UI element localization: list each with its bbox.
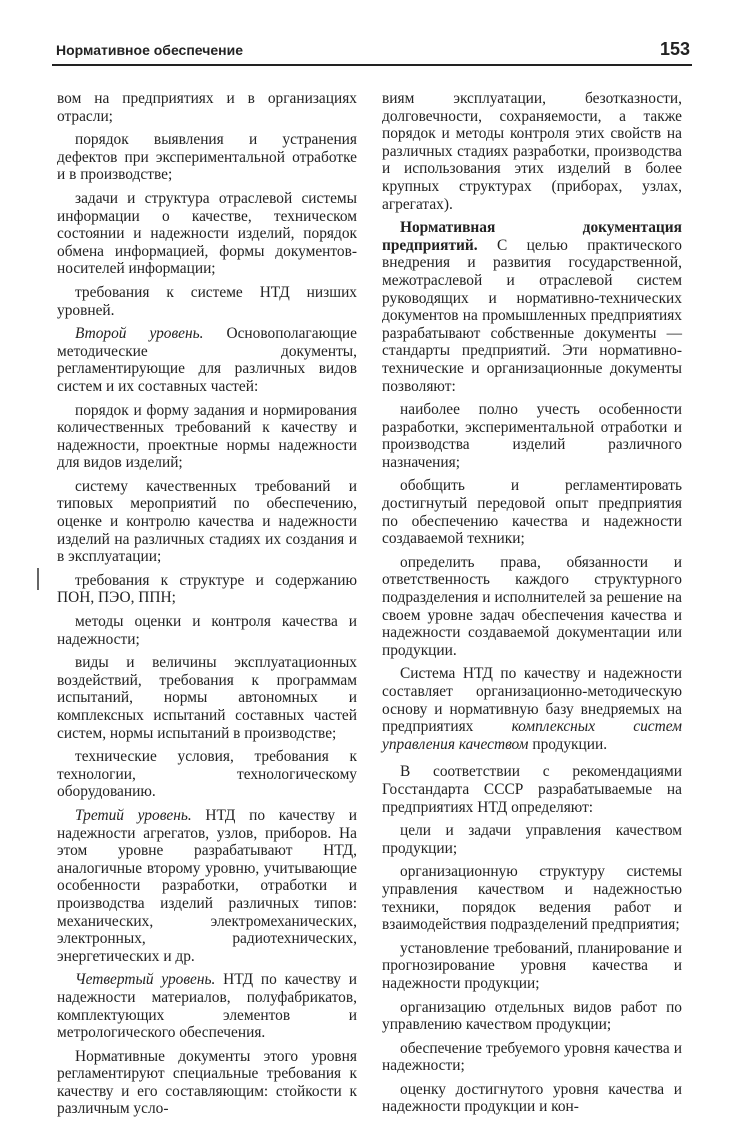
list-item: систему качественных требований и типовых мероприятий по обеспечению, оценке и контролю качества и надежности изделий на различных стадиях их создания и в эксплуатации; [57,477,357,566]
right-column [382,90,682,1122]
paragraph [57,971,357,1041]
emphasis-term: комплексных систем управления качеством [382,718,682,753]
list-item: задачи и структура отраслевой системы информации о качестве, техническом состоянии и надежности изделий, порядок обмена информацией, формы документов-носителей информации; [57,189,357,278]
paragraph [57,807,357,965]
paragraph [57,325,357,395]
paragraph-text: Основополагающие методические документы, регламентирующие для различных видов систем и их составных частей: [57,325,357,395]
level-heading: Третий уровень. [75,806,192,824]
paragraph-text: продукции. [528,735,608,753]
section-heading: Нормативная документация предприятий. [382,219,682,254]
list-item: требования к структуре и содержанию ПОН, ПЭО, ППН; [57,571,357,607]
running-header [52,34,692,66]
list-item: требования к системе НТД низших уровней. [57,283,357,319]
list-item: порядок и форму задания и нормирования количественных требований к качеству и надежности, проектные нормы надежности для видов изделий; [57,401,357,472]
paragraph-text: С целью практического внедрения и развития государственной, межотраслевой и отраслевой систем руководящих и нормативно-технических документов на промышленных предприятиях разрабатывают собственные документы — стандарты предприятий. Эти нормативно-технические и организационные документы позволяют: [382,236,682,395]
list-item: цели и задачи управления качеством продукции; [382,822,682,857]
paragraph-text: НТД по качеству и надежности агрегатов, узлов, приборов. На этом уровне разрабатывают НТД, аналогичные второму уровню, учитывающие особенности разработки, отработки и производства изделий различных типов: механических, электромеханических, электронных, радиотехнических, энергетических и др. [57,806,358,965]
list-item: порядок выявления и устранения дефектов при экспериментальной отработке и в производстве; [57,131,357,184]
paragraph: Нормативные документы этого уровня регламентируют специальные требования к качеству и его составляющим: стойкости к различным усло- [57,1047,357,1118]
paragraph [382,665,682,753]
list-item: оценку достигнутого уровня качества и надежности продукции и кон- [382,1080,682,1116]
paragraph: вом на предприятиях и в организациях отрасли; [57,90,357,125]
list-item: организацию отдельных видов работ по управлению качеством продукции; [382,998,682,1034]
margin-mark [37,568,39,590]
list-item: наиболее полно учесть особенности разработки, экспериментальной отработки и производства изделий различного назначения; [382,401,682,471]
level-heading: Второй уровень. [75,325,204,343]
paragraph-text: Система НТД по качеству и надежности составляет организационно-методическую основу и нормативную базу внедряемых на предприятиях [382,665,682,736]
list-item: методы оценки и контроля качества и надежности; [57,613,357,648]
section-title: Нормативное обеспечение [56,42,243,58]
left-column [57,90,357,1124]
paragraph: В соответствии с рекомендациями Госстандарта СССР разрабатываемые на предприятиях НТД определяют: [382,763,682,816]
list-item: виды и величины эксплуатационных воздействий, требования к программам испытаний, нормы автономных и комплексных испытаний составных частей систем, нормы испытаний в производстве; [57,654,357,742]
paragraph-text: НТД по качеству и надежности материалов, полуфабрикатов, комплектующих элементов и метрологического обеспечения. [57,971,357,1042]
paragraph: виям эксплуатации, безотказности, долговечности, сохраняемости, а также порядок и методы контроля этих свойств на различных стадиях разработки, производства и использования этих изделий в более крупных структурах (приборах, узлах, агрегатах). [382,90,682,213]
list-item: определить права, обязанности и ответственность каждого структурного подразделения и исполнителей за решение на своем уровне задач обеспечения качества и надежности создаваемой документации или продукции. [382,553,682,659]
list-item: установление требований, планирование и прогнозирование уровня качества и надежности продукции; [382,939,682,992]
list-item: обеспечение требуемого уровня качества и надежности; [382,1039,682,1075]
list-item: организационную структуру системы управления качеством и надежностью техники, порядок ведения работ и взаимодействия подразделений предприятия; [382,863,682,934]
list-item: обобщить и регламентировать достигнутый передовой опыт предприятия по обеспечению качества и надежности создаваемой техники; [382,477,682,548]
paragraph [382,219,682,395]
page-number: 153 [659,39,690,59]
level-heading: Четвертый уровень. [75,971,216,989]
list-item: технические условия, требования к технологии, технологическому оборудованию. [57,748,357,801]
